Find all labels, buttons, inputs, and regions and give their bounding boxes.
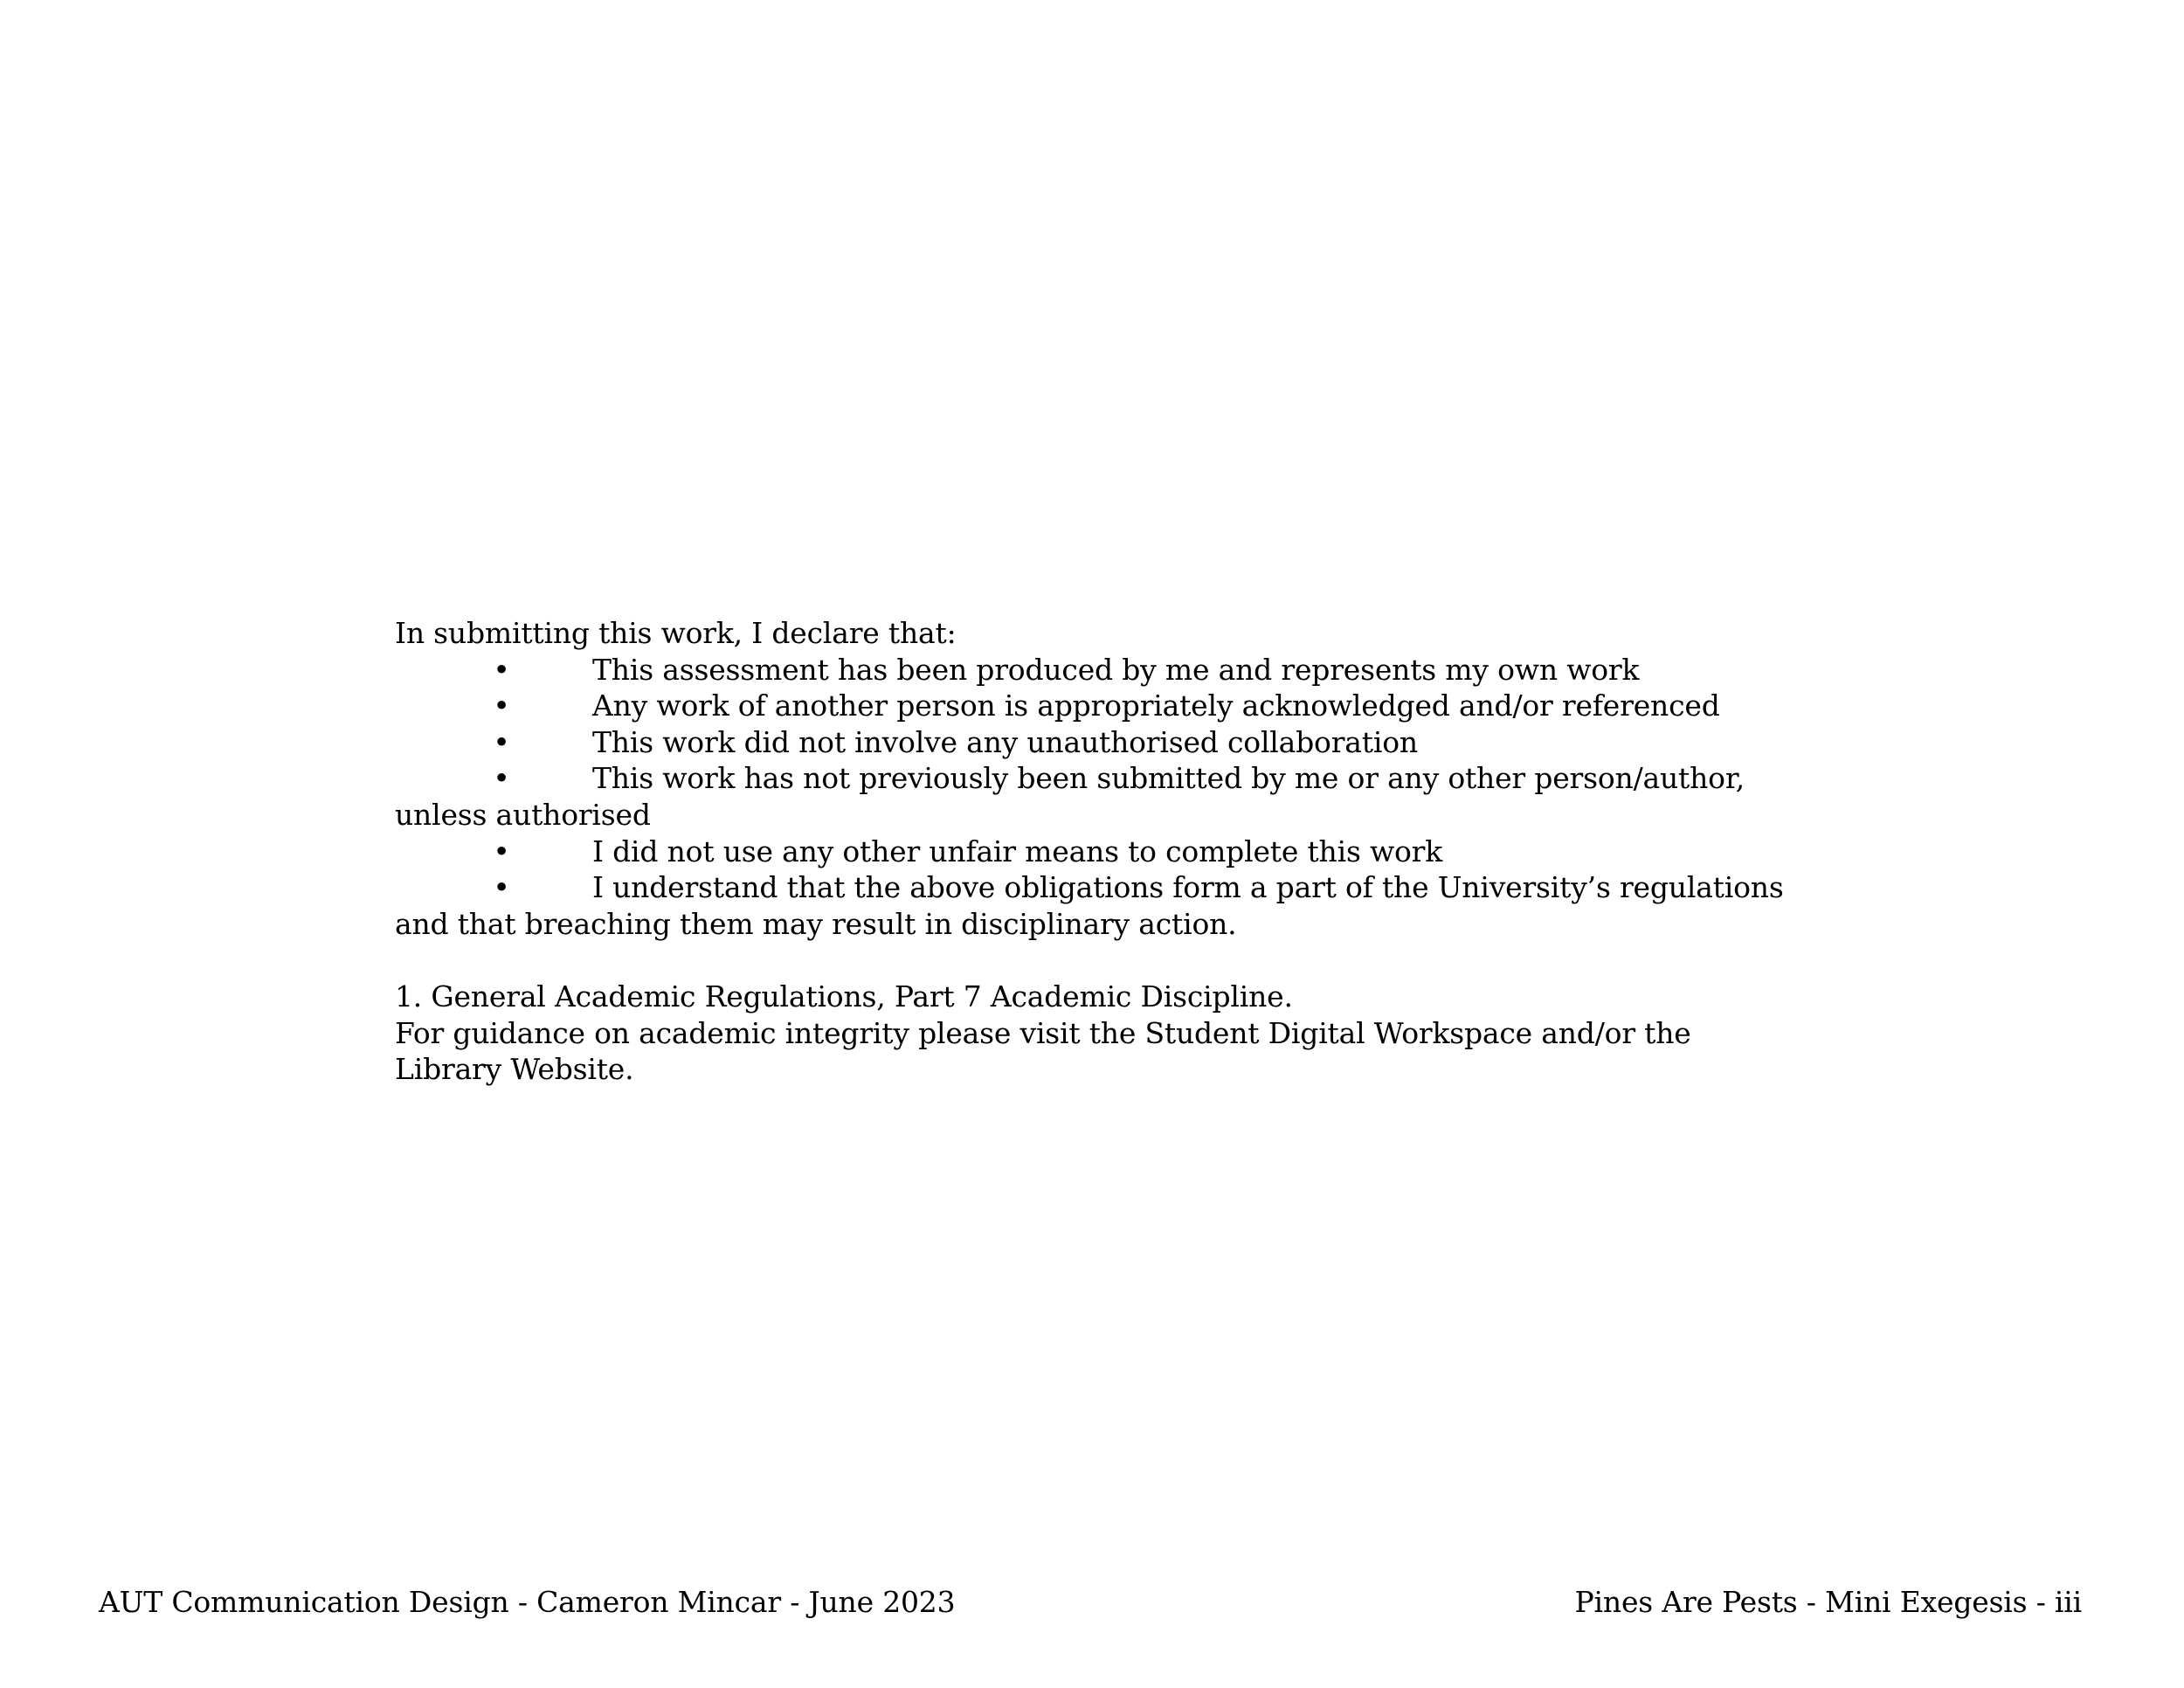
- declaration-item-continuation-text: and that breaching them may result in disciplinary action.: [395, 906, 1237, 941]
- bullet-icon: •: [493, 652, 510, 687]
- declaration-item: [395, 688, 1880, 724]
- guidance-text: Library Website.: [395, 1052, 634, 1087]
- declaration-intro-text: In submitting this work, I declare that:: [395, 616, 957, 650]
- declaration-item-continuation-text: unless authorised: [395, 797, 651, 832]
- guidance-text: For guidance on academic integrity please visit the Student Digital Workspace and/or the: [395, 1015, 1691, 1050]
- blank-line: [395, 942, 1880, 979]
- declaration-item-text: Any work of another person is appropriately acknowledged and/or referenced: [592, 688, 1720, 723]
- declaration-item: [395, 869, 1880, 906]
- guidance-line: [395, 1015, 1880, 1052]
- bullet-icon: •: [493, 834, 510, 868]
- academic-integrity-declaration: [395, 615, 1880, 1088]
- declaration-item-continuation: [395, 906, 1880, 943]
- declaration-item: [395, 760, 1880, 797]
- footnote: [395, 979, 1880, 1015]
- declaration-item-text: This work did not involve any unauthorised collaboration: [592, 724, 1418, 759]
- declaration-item: [395, 652, 1880, 688]
- declaration-item: [395, 834, 1880, 870]
- bullet-icon: •: [493, 724, 510, 759]
- declaration-item-text: I understand that the above obligations form a part of the University’s regulations: [592, 870, 1784, 905]
- declaration-intro: [395, 615, 1880, 652]
- declaration-item-continuation: [395, 797, 1880, 834]
- footer-right-page-label: Pines Are Pests - Mini Exegesis - iii: [1574, 1585, 2082, 1619]
- declaration-item-text: This assessment has been produced by me and represents my own work: [592, 652, 1640, 687]
- declaration-item: [395, 724, 1880, 761]
- footnote-text: 1. General Academic Regulations, Part 7 Academic Discipline.: [395, 979, 1293, 1013]
- bullet-icon: •: [493, 870, 510, 905]
- bullet-icon: •: [493, 761, 510, 796]
- declaration-item-text: This work has not previously been submitted by me or any other person/author,: [592, 761, 1745, 796]
- declaration-item-text: I did not use any other unfair means to complete this work: [592, 834, 1443, 868]
- guidance-line: [395, 1051, 1880, 1088]
- footer-left: AUT Communication Design - Cameron Mincar - June 2023: [99, 1585, 956, 1619]
- bullet-icon: •: [493, 688, 510, 723]
